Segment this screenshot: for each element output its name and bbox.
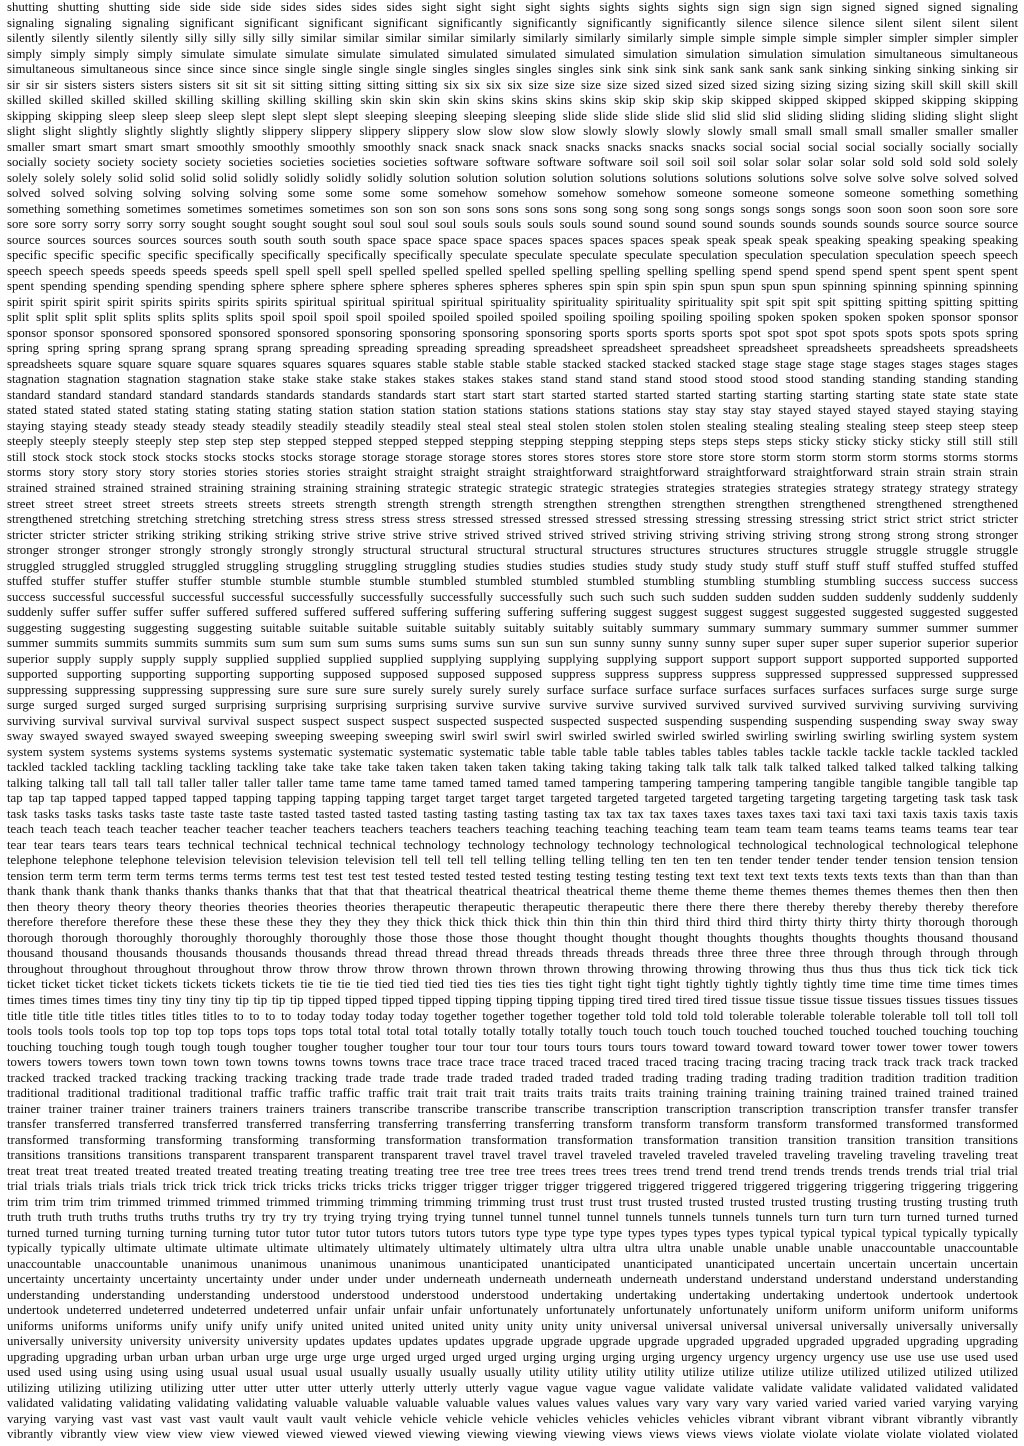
text-line: speech speech speeds speeds speeds speeds spell spell spell spell spelled spelled spelled spelled spelling spelling spelling spelling spend spend spend spend spent spent spent spent — [7, 263, 1018, 278]
text-line: stronger stronger stronger strongly strongly strongly strongly structural structural structural structural structures structures structures structures struggle struggle struggle struggle — [7, 543, 1018, 558]
text-line: specific specific specific specific specifically specifically specifically specifically speculate speculate speculate speculate speculation speculation speculation speculation speech speech — [7, 248, 1018, 263]
text-line: spreadsheets square square square square squares squares squares squares stable stable stable stable stacked stacked stacked stacked stage stage stage stage stages stages stages stages — [7, 356, 1018, 371]
text-line: trainer trainer trainer trainer trainers trainers trainers trainers transcribe transcribe transcribe transcribe transcription transcription transcription transcription transfer transfer transfer — [7, 1101, 1018, 1116]
text-line: tension term term term term terms terms terms terms test test test test tested tested tested tested testing testing testing testing text text text text texts texts texts texts than than than than — [7, 868, 1018, 883]
text-line: throughout throughout throughout throughout throw throw throw throw thrown thrown thrown thrown throwing throwing throwing throwing thus thus thus thus tick tick tick tick — [7, 961, 1018, 976]
text-line: tear tear tears tears tears tears technical technical technical technical technology technology technology technology technological technological technological technological telephone — [7, 837, 1018, 852]
text-line: understanding understanding understanding understood understood understood understood undertaking undertaking undertaking undertaking undertook undertook undertook — [7, 1287, 1018, 1302]
text-line: then theory theory theory theory theories theories theories theories therapeutic therapeutic therapeutic therapeutic there there there there thereby thereby thereby thereby therefore — [7, 899, 1018, 914]
text-line: sway swayed swayed swayed swayed sweeping sweeping sweeping sweeping swirl swirl swirl swirl swirled swirled swirled swirled swirling swirling swirling swirling system system — [7, 729, 1018, 744]
text-line: smaller smart smart smart smart smoothly smoothly smoothly smoothly snack snack snack snack snacks snacks snacks snacks social social social social socially socially socially — [7, 139, 1018, 154]
text-line: strengthened stretching stretching stretching stretching stress stress stress stress stressed stressed stressed stressed stressing stressing stressing stressing strict strict strict strict stricter — [7, 512, 1018, 527]
text-line: struggled struggled struggled struggled struggling struggling struggling struggling studies studies studies studies study study study study stuff stuff stuff stuff stuffed stuffed stuffed — [7, 558, 1018, 573]
text-line: stated stated stated stated stating stating stating stating station station station station stations stations stations stations stay stay stay stay stayed stayed stayed stayed staying staying — [7, 403, 1018, 418]
text-line: suggesting suggesting suggesting suggesting suitable suitable suitable suitable suitably suitably suitably suitably summary summary summary summary summer summer summer — [7, 620, 1018, 635]
text-line: solely solely solely solid solid solid solid solidly solidly solidly solidly solution solution solution solution solutions solutions solutions solutions solve solve solve solve solved solved — [7, 170, 1018, 185]
text-line: spirit spirit spirit spirit spirits spirits spirits spirits spiritual spiritual spiritual spiritual spirituality spirituality spirituality spirituality spit spit spit spit spitting spitting spitting spitting — [7, 294, 1018, 309]
text-line: success successful successful successful successful successfully successfully successfully successfully such such such such sudden sudden sudden sudden suddenly suddenly suddenly — [7, 589, 1018, 604]
text-line: signaling signaling signaling significant significant significant significant significantly significantly significantly significantly silence silence silence silent silent silent silent — [7, 15, 1018, 30]
text-line: solved solved solving solving solving solving some some some some somehow somehow somehow somehow someone someone someone someone something something — [7, 186, 1018, 201]
text-line: staying staying steady steady steady steady steadily steadily steadily steadily steal steal steal steal stolen stolen stolen stolen stealing stealing stealing stealing steep steep steep steep — [7, 418, 1018, 433]
text-line: slight slight slightly slightly slightly slightly slippery slippery slippery slippery slow slow slow slow slowly slowly slowly slowly small small small small smaller smaller smaller — [7, 124, 1018, 139]
text-line: simultaneous simultaneous since since since since single single single single singles singles singles singles sink sink sink sink sank sank sank sank sinking sinking sinking sinking sir — [7, 62, 1018, 77]
text-line: tap tap tap tapped tapped tapped tapped tapping tapping tapping tapping target target target target targeted targeted targeted targeted targeting targeting targeting targeting task task task — [7, 791, 1018, 806]
text-line: stricter stricter stricter striking striking striking striking strive strive strive strive strived strived strived strived striving striving striving striving strong strong strong strong stronger — [7, 527, 1018, 542]
text-line: strained strained strained strained straining straining straining straining strategic strategic strategic strategic strategies strategies strategies strategies strategy strategy strategy strategy — [7, 480, 1018, 495]
text-line: steeply steeply steeply steeply step step step step stepped stepped stepped stepped stepping stepping stepping stepping steps steps steps steps sticky sticky sticky sticky still still still — [7, 434, 1018, 449]
text-line: shutting shutting shutting side side side side sides sides sides sides sight sight sight sight sights sights sights sights sign sign sign sign signed signed signed signaling — [7, 0, 1018, 14]
text-line: task tasks tasks tasks tasks taste taste taste taste tasted tasted tasted tasted tasting tasting tasting tasting tax tax tax tax taxes taxes taxes taxes taxi taxi taxi taxi taxis taxis taxis taxis — [7, 806, 1018, 821]
text-line: telephone telephone telephone television television television television tell tell tell tell telling telling telling telling ten ten ten ten tender tender tender tender tension tension tension — [7, 853, 1018, 868]
text-line: typically typically ultimate ultimate ultimate ultimate ultimately ultimately ultimately ultimately ultra ultra ultra ultra unable unable unable unable unaccountable unaccountable — [7, 1241, 1018, 1256]
text-line: skilled skilled skilled skilled skilling skilling skilling skilling skin skin skin skin skins skins skins skins skip skip skip skip skipped skipped skipped skipped skipping skipping — [7, 93, 1018, 108]
text-line: treat treat treat treated treated treated treated treating treating treating treating tree tree tree tree trees trees trees trees trend trend trend trend trends trends trends trends trial trial trial — [7, 1163, 1018, 1178]
text-line: trial trials trials trials trials trick trick trick trick tricks tricks tricks tricks trigger trigger trigger trigger triggered triggered triggered triggered triggering triggering triggering triggering — [7, 1179, 1018, 1194]
text-line: turned turned turning turning turning turning tutor tutor tutor tutor tutors tutors tutors tutors type type type type types types types types typical typical typical typical typically typically — [7, 1225, 1018, 1240]
text-line: still stock stock stock stock stocks stocks stocks stocks storage storage storage storage stores stores stores stores store store store store storm storm storm storm storms storms storms — [7, 449, 1018, 464]
text-line: utilizing utilizing utilizing utilizing utter utter utter utter utterly utterly utterly utterly vague vague vague vague validate validate validate validate validated validated validated — [7, 1380, 1018, 1395]
text-line: spent spending spending spending spending sphere sphere sphere sphere spheres spheres spheres spheres spin spin spin spin spun spun spun spun spinning spinning spinning spinning — [7, 279, 1018, 294]
text-line: undertook undeterred undeterred undeterred undeterred unfair unfair unfair unfair unfortunately unfortunately unfortunately unfortunately uniform uniform uniform uniform uniforms — [7, 1303, 1018, 1318]
text-line: teach teach teach teach teacher teacher teacher teacher teachers teachers teachers teachers teaching teaching teaching teaching team team team team teams teams teams teams tear tear — [7, 822, 1018, 837]
text-line: trim trim trim trim trimmed trimmed trimmed trimmed trimming trimming trimming trimming trust trust trust trust trusted trusted trusted trusted trusting trusting trusting trusting truth — [7, 1194, 1018, 1209]
text-line: stuffed stuffer stuffer stuffer stuffer stumble stumble stumble stumble stumbled stumbled stumbled stumbled stumbling stumbling stumbling stumbling success success success — [7, 574, 1018, 589]
text-line: sore sore sorry sorry sorry sorry sought sought sought sought soul soul soul soul souls souls souls souls sound sound sound sound sounds sounds sounds sounds source source source — [7, 217, 1018, 232]
text-line: times times times times tiny tiny tiny tiny tip tip tip tip tipped tipped tipped tipped tipping tipping tipping tipping tired tired tired tired tissue tissue tissue tissue tissues tissues tissues tissues — [7, 993, 1018, 1007]
text-line: storms story story story story stories stories stories stories straight straight straight straight straightforward straightforward straightforward straightforward strain strain strain strain — [7, 465, 1018, 480]
text-line: source sources sources sources sources south south south south space space space space spaces spaces spaces spaces speak speak speak speak speaking speaking speaking speaking — [7, 232, 1018, 247]
text-line: transitions transitions transitions transparent transparent transparent transparent travel travel travel travel traveled traveled traveled traveled traveling traveling traveling traveling treat — [7, 1148, 1018, 1163]
text-line: ticket ticket ticket ticket tickets tickets tickets tickets tie tie tie tie tied tied tied tied ties ties ties ties tight tight tight tight tightly tightly tightly tightly time time time time times times — [7, 977, 1018, 992]
text-line: universally university university university university updates updates updates updates upgrade upgrade upgrade upgrade upgraded upgraded upgraded upgraded upgrading upgrading — [7, 1334, 1018, 1349]
text-line: touching touching tough tough tough tough tougher tougher tougher tougher tour tour tour tour tours tours tours tours toward toward toward toward tower tower tower tower towers — [7, 1039, 1018, 1054]
text-line: talking talking tall tall tall tall taller taller taller taller tame tame tame tame tamed tamed tamed tamed tampering tampering tampering tampering tangible tangible tangible tangible tap — [7, 775, 1018, 790]
text-line: transformed transforming transforming transforming transforming transformation transformation transformation transformation transition transition transition transition transitions — [7, 1132, 1018, 1147]
text-line: summer summits summits summits summits sum sum sum sum sums sums sums sums sun sun sun sun sunny sunny sunny sunny super super super super superior superior superior — [7, 636, 1018, 651]
text-line: split split split split splits splits splits splits spoil spoil spoil spoil spoiled spoiled spoiled spoiled spoiling spoiling spoiling spoiling spoken spoken spoken spoken sponsor sponsor — [7, 310, 1018, 325]
text-line: surviving survival survival survival survival suspect suspect suspect suspect suspected suspected suspected suspected suspending suspending suspending suspending sway sway sway — [7, 713, 1018, 728]
text-line: towers towers towers town town town town towns towns towns towns trace trace trace trace traced traced traced traced tracing tracing tracing tracing track track track track tracked — [7, 1055, 1018, 1070]
text-line: simply simply simply simply simulate simulate simulate simulate simulated simulated simulated simulated simulation simulation simulation simulation simultaneous simultaneous — [7, 46, 1018, 61]
text-line: uniforms uniforms uniforms unify unify unify unify united united united united unity unity unity unity universal universal universal universal universally universally universally — [7, 1318, 1018, 1333]
text-line: uncertainty uncertainty uncertainty uncertainty under under under under underneath underneath underneath underneath understand understand understand understand understanding — [7, 1272, 1018, 1287]
text-line: tackled tackled tackling tackling tackling tackling take take take take taken taken taken taken taking taking taking taking talk talk talk talk talked talked talked talked talking talking — [7, 760, 1018, 775]
text-line: sir sir sir sisters sisters sisters sisters sit sit sit sit sitting sitting sitting sitting six six six six size size size size sized sized sized sized sizing sizing sizing sizing skill skill skill skill — [7, 77, 1018, 92]
text-line: standard standard standard standard standards standards standards standards start start start start started started started started starting starting starting starting state state state state — [7, 387, 1018, 402]
text-line: suppressing suppressing suppressing suppressing sure sure sure sure surely surely surely surely surface surface surface surface surfaces surfaces surfaces surfaces surge surge surge — [7, 682, 1018, 697]
text-line: silently silently silently silently silly silly silly silly similar similar similar similar similarly similarly similarly similarly simple simple simple simple simpler simpler simpler simpler — [7, 31, 1018, 46]
text-line: tracked tracked tracked tracking tracking tracking tracking trade trade trade trade traded traded traded traded trading trading trading trading tradition tradition tradition tradition — [7, 1070, 1018, 1085]
text-line: superior supply supply supply supply supplied supplied supplied supplied supplying supplying supplying supplying support support support support supported supported supported — [7, 651, 1018, 666]
text-line: upgrading upgrading urban urban urban urban urge urge urge urge urged urged urged urged urging urging urging urging urgency urgency urgency urgency use use use use used used — [7, 1349, 1018, 1364]
text-line: tools tools tools tools top top top top tops tops tops tops total total total total totally totally totally totally touch touch touch touch touched touched touched touched touching touching — [7, 1024, 1018, 1039]
text-line: vibrantly vibrantly view view view view viewed viewed viewed viewed viewing viewing viewing viewing views views views views violate violate violate violate violated violated — [7, 1427, 1018, 1442]
text-line: title title title title titles titles titles titles to to to to today today today today together together together together told told told told tolerable tolerable tolerable tolerable toll toll toll toll — [7, 1008, 1018, 1023]
text-line: transfer transferred transferred transferred transferred transferring transferring transferring transferring transform transform transform transform transformed transformed transformed — [7, 1117, 1018, 1132]
text-line: traditional traditional traditional traditional traffic traffic traffic traffic trait trait trait trait traits traits traits traits training training training training trained trained trained trained — [7, 1086, 1018, 1101]
text-line: validated validating validating validating validating valuable valuable valuable valuable values values values values vary vary vary vary varied varied varied varied varying varying — [7, 1396, 1018, 1411]
text-line: thorough thorough thoroughly thoroughly thoroughly thoroughly those those those those thought thought thought thought thoughts thoughts thoughts thoughts thousand thousand — [7, 930, 1018, 945]
text-line: stagnation stagnation stagnation stagnation stake stake stake stake stakes stakes stakes stakes stand stand stand stand stood stood stood stood standing standing standing standing — [7, 372, 1018, 387]
text-line: surge surged surged surged surged surprising surprising surprising surprising survive survive survive survive survived survived survived survived surviving surviving surviving — [7, 698, 1018, 713]
text-line: suddenly suffer suffer suffer suffer suffered suffered suffered suffered suffering suffering suffering suffering suggest suggest suggest suggest suggested suggested suggested suggested — [7, 605, 1018, 620]
text-line: spring spring spring sprang sprang sprang sprang spreading spreading spreading spreading spreadsheet spreadsheet spreadsheet spreadsheet spreadsheets spreadsheets spreadsheets — [7, 341, 1018, 356]
text-line: system system systems systems systems systems systematic systematic systematic systematic table table table table tables tables tables tables tackle tackle tackle tackle tackled tackled — [7, 744, 1018, 759]
text-line: sponsor sponsor sponsored sponsored sponsored sponsored sponsoring sponsoring sponsoring sponsoring sports sports sports sports spot spot spot spot spots spots spots spots spring — [7, 325, 1018, 340]
text-line: truth truth truth truths truths truths truths try try try try trying trying trying trying tunnel tunnel tunnel tunnel tunnels tunnels tunnels tunnels turn turn turn turn turned turned turned — [7, 1210, 1018, 1225]
text-line: supported supporting supporting supporting supporting supposed supposed supposed supposed suppress suppress suppress suppress suppressed suppressed suppressed suppressed — [7, 667, 1018, 682]
text-line: unaccountable unaccountable unanimous unanimous unanimous unanimous unanticipated unanticipated unanticipated unanticipated uncertain uncertain uncertain uncertain — [7, 1256, 1018, 1271]
text-line: skipping skipping sleep sleep sleep sleep slept slept slept slept sleeping sleeping sleeping sleeping slide slide slide slide slid slid slid slid sliding sliding sliding sliding slight slight — [7, 108, 1018, 123]
text-line: therefore therefore therefore these these these these they they they they thick thick thick thick thin thin thin thin third third third third thirty thirty thirty thirty thorough thorough — [7, 915, 1018, 930]
text-line: used used using using using using usual usual usual usual usually usually usually usually utility utility utility utility utilize utilize utilize utilize utilized utilized utilized utilized — [7, 1365, 1018, 1380]
text-line: socially society society society society societies societies societies societies software software software software soil soil soil soil solar solar solar solar sold sold sold sold solely — [7, 155, 1018, 170]
text-line: street street street street streets streets streets streets strength strength strength strength strengthen strengthen strengthen strengthen strengthened strengthened strengthened — [7, 496, 1018, 511]
text-line: thank thank thank thank thanks thanks thanks thanks that that that that theatrical theatrical theatrical theatrical theme theme theme theme themes themes themes themes then then then — [7, 884, 1018, 899]
text-line: thousand thousand thousands thousands thousands thousands thread thread thread thread threads threads threads threads three three three three through through through through — [7, 946, 1018, 961]
text-line: varying varying vast vast vast vast vault vault vault vault vehicle vehicle vehicle vehicle vehicles vehicles vehicles vehicles vibrant vibrant vibrant vibrant vibrantly vibrantly — [7, 1411, 1018, 1426]
text-line: something something sometimes sometimes sometimes sometimes son son son son sons sons sons sons song song song song songs songs songs songs soon soon soon soon sore sore — [7, 201, 1018, 216]
